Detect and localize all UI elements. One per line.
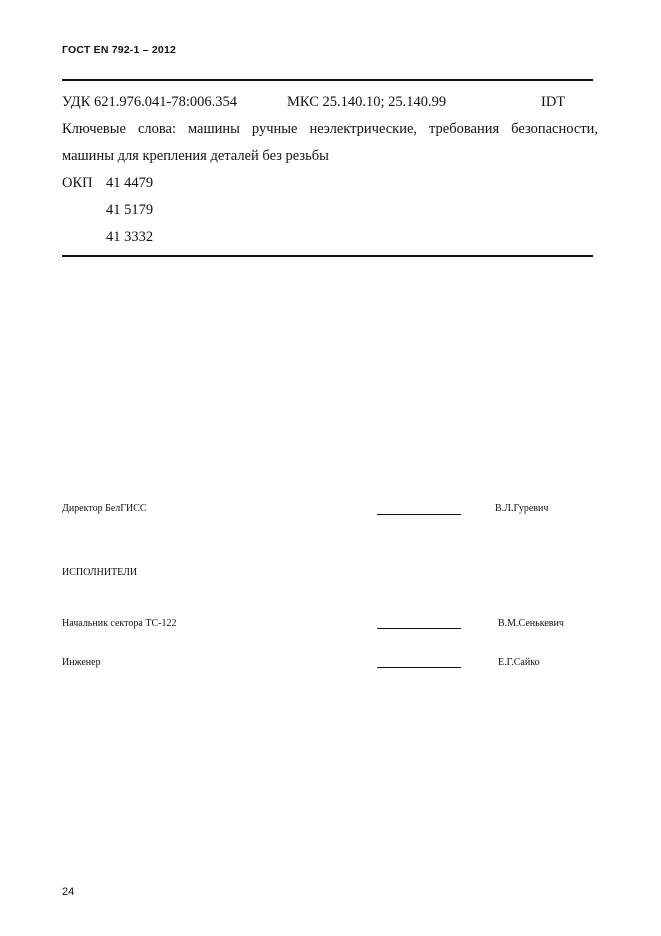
executor-2-signature-line [377,667,461,668]
executor-2-name: Е.Г.Сайко [498,657,540,668]
keywords-line-2: машины для крепления деталей без резьбы [62,148,329,164]
idt-marker: IDT [541,94,566,110]
executor-2-title: Инженер [62,657,101,668]
director-signature-line [377,514,461,515]
document-code-header: ГОСТ EN 792-1 – 2012 [62,44,177,56]
executor-1-signature-line [377,628,461,629]
director-title: Директор БелГИСС [62,503,147,514]
director-name: В.Л.Гуревич [495,503,549,514]
executor-1-name: В.М.Сенькевич [498,618,564,629]
okp-label: ОКП [62,175,93,191]
executor-1-title: Начальник сектора ТС-122 [62,618,177,629]
page-number: 24 [62,886,75,898]
okp-code-2: 41 5179 [106,202,154,218]
executors-heading: ИСПОЛНИТЕЛИ [62,567,138,578]
okp-code-1: 41 4479 [106,175,154,191]
top-divider [62,79,593,81]
udk-code: УДК 621.976.041-78:006.354 [62,94,237,110]
mks-code: МКС 25.140.10; 25.140.99 [287,94,447,110]
keywords-line-1: Ключевые слова: машины ручные неэлектрические, требования безопасности, [62,121,598,137]
okp-code-3: 41 3332 [106,229,154,245]
bottom-divider [62,255,593,257]
